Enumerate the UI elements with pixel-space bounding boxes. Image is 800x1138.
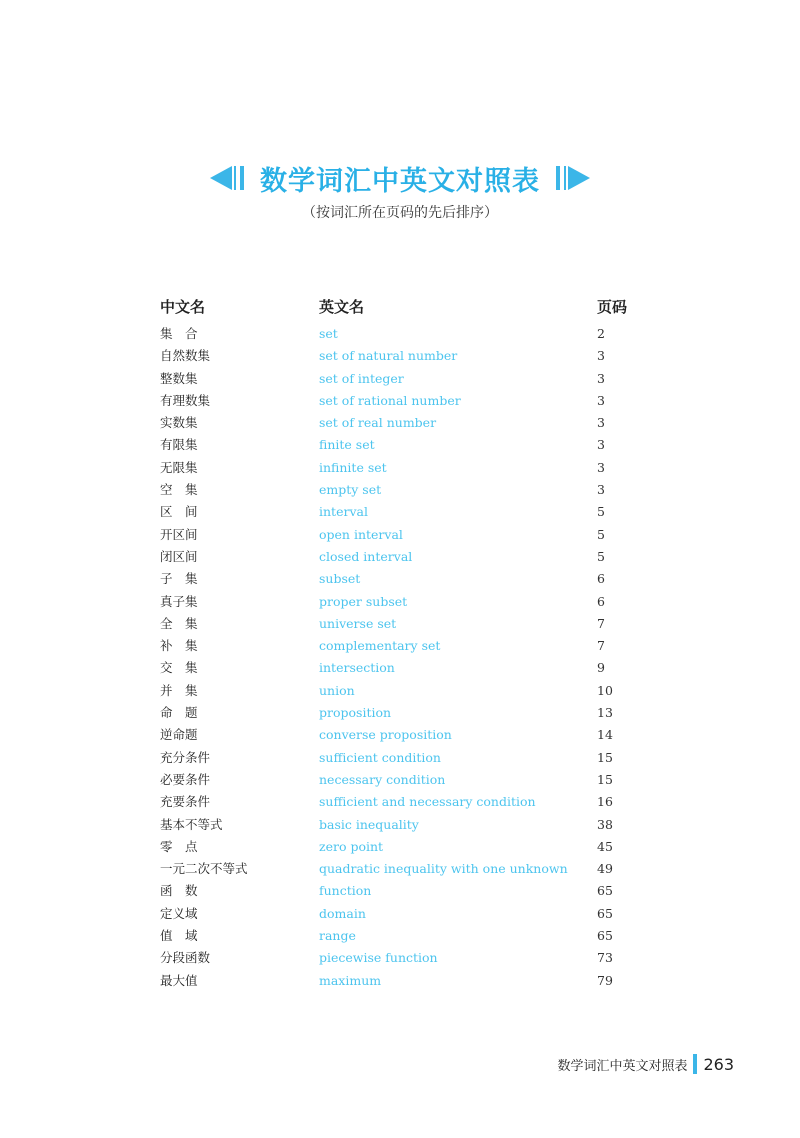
chinese-term: 闭区间 — [160, 548, 198, 564]
table-row — [0, 635, 800, 657]
page-ref: 5 — [597, 504, 605, 520]
english-term: quadratic inequality with one unknown — [319, 861, 568, 877]
footer-title: 数学词汇中英文对照表 — [557, 1058, 688, 1074]
chinese-term: 有限集 — [160, 437, 198, 453]
english-term: universe set — [319, 615, 397, 631]
chinese-term: 基本不等式 — [160, 816, 223, 832]
table-row — [0, 591, 800, 613]
page-ref: 7 — [597, 638, 605, 654]
english-term: interval — [319, 504, 368, 520]
english-term: set of integer — [319, 370, 404, 386]
english-term: maximum — [319, 972, 382, 988]
table-row — [0, 323, 800, 345]
english-term: infinite set — [319, 459, 387, 475]
table-row — [0, 970, 800, 992]
english-term: range — [319, 928, 356, 944]
table-row — [0, 947, 800, 969]
page-ref: 5 — [597, 526, 605, 542]
chinese-term: 实数集 — [160, 415, 198, 431]
header-chinese-name: 中文名 — [160, 298, 206, 316]
english-term: function — [319, 883, 372, 899]
chinese-term: 区 间 — [160, 504, 198, 520]
chinese-term: 一元二次不等式 — [160, 861, 248, 877]
table-row — [0, 836, 800, 858]
table-row — [0, 858, 800, 880]
chinese-term: 最大值 — [160, 972, 198, 988]
table-row — [0, 903, 800, 925]
table-row — [0, 680, 800, 702]
table-row — [0, 501, 800, 523]
table-row — [0, 434, 800, 456]
english-term: union — [319, 682, 355, 698]
english-term: set — [319, 326, 338, 341]
page-ref: 3 — [597, 370, 605, 386]
english-term: sufficient condition — [319, 749, 441, 765]
chinese-term: 集 合 — [160, 326, 198, 341]
chinese-term: 必要条件 — [160, 771, 211, 787]
table-row — [0, 568, 800, 590]
page-ref: 65 — [597, 905, 613, 921]
chinese-term: 函 数 — [160, 883, 198, 899]
table-row — [0, 769, 800, 791]
page-ref: 3 — [597, 415, 605, 431]
chinese-term: 真子集 — [160, 593, 198, 609]
page-ref: 65 — [597, 928, 613, 944]
page-ref: 38 — [597, 816, 613, 832]
page-ref: 13 — [597, 705, 613, 721]
page-ref: 15 — [597, 771, 613, 787]
english-term: set of real number — [319, 415, 437, 431]
chinese-term: 无限集 — [160, 459, 198, 475]
table-row — [0, 479, 800, 501]
page-ref: 5 — [597, 548, 605, 564]
table-row — [0, 524, 800, 546]
english-term: empty set — [319, 482, 382, 498]
table-row — [0, 390, 800, 412]
page-ref: 16 — [597, 794, 613, 810]
table-row — [0, 657, 800, 679]
english-term: basic inequality — [319, 816, 419, 832]
table-row — [0, 368, 800, 390]
table-row — [0, 814, 800, 836]
chinese-term: 开区间 — [160, 526, 198, 542]
chinese-term: 全 集 — [160, 615, 198, 631]
chinese-term: 子 集 — [160, 571, 198, 587]
english-term: zero point — [319, 838, 384, 854]
chinese-term: 补 集 — [160, 638, 198, 654]
page-number: 263 — [703, 1054, 734, 1074]
right-arrow-decoration-icon — [554, 166, 590, 190]
page-ref: 73 — [597, 950, 613, 966]
page-subtitle: （按词汇所在页码的先后排序） — [302, 205, 498, 221]
page-ref: 6 — [597, 571, 605, 587]
page-ref: 14 — [597, 727, 613, 743]
chinese-term: 交 集 — [160, 660, 198, 676]
table-row — [0, 412, 800, 434]
chinese-term: 逆命题 — [160, 727, 198, 743]
chinese-term: 定义域 — [160, 905, 198, 921]
table-row — [0, 457, 800, 479]
header-english-name: 英文名 — [319, 298, 365, 316]
page-title: 数学词汇中英文对照表 — [260, 165, 540, 197]
page-ref: 45 — [597, 838, 613, 854]
english-term: closed interval — [319, 548, 413, 564]
table-row — [0, 702, 800, 724]
footer-divider — [693, 1054, 697, 1074]
english-term: complementary set — [319, 638, 441, 654]
english-term: piecewise function — [319, 950, 438, 966]
english-term: domain — [319, 905, 366, 921]
table-row — [0, 613, 800, 635]
chinese-term: 分段函数 — [160, 950, 211, 966]
english-term: intersection — [319, 660, 395, 676]
page-ref: 65 — [597, 883, 613, 899]
page-ref: 10 — [597, 682, 613, 698]
english-term: converse proposition — [319, 727, 452, 743]
page-footer — [557, 1052, 734, 1076]
left-arrow-decoration-icon — [210, 166, 246, 190]
chinese-term: 并 集 — [160, 682, 198, 698]
page-ref: 7 — [597, 615, 605, 631]
title-banner — [0, 160, 800, 196]
english-term: open interval — [319, 526, 403, 542]
header-page: 页码 — [597, 298, 628, 316]
english-term: set of rational number — [319, 392, 461, 408]
page-ref: 2 — [597, 326, 605, 341]
vocabulary-table — [0, 323, 800, 992]
english-term: subset — [319, 571, 361, 587]
chinese-term: 充分条件 — [160, 749, 211, 765]
page-ref: 79 — [597, 972, 613, 988]
table-header — [0, 296, 800, 318]
table-row — [0, 724, 800, 746]
table-row — [0, 345, 800, 367]
page-ref: 3 — [597, 482, 605, 498]
chinese-term: 零 点 — [160, 838, 198, 854]
page-ref: 49 — [597, 861, 613, 877]
page-ref: 3 — [597, 437, 605, 453]
page-ref: 3 — [597, 348, 605, 364]
english-term: proper subset — [319, 593, 408, 609]
table-row — [0, 791, 800, 813]
chinese-term: 自然数集 — [160, 348, 211, 364]
english-term: sufficient and necessary condition — [319, 794, 536, 810]
page-ref: 15 — [597, 749, 613, 765]
chinese-term: 有理数集 — [160, 392, 211, 408]
table-row — [0, 925, 800, 947]
page-ref: 6 — [597, 593, 605, 609]
chinese-term: 空 集 — [160, 482, 198, 498]
chinese-term: 值 域 — [160, 928, 198, 944]
english-term: necessary condition — [319, 771, 446, 787]
page-ref: 3 — [597, 392, 605, 408]
english-term: finite set — [319, 437, 375, 453]
table-row — [0, 880, 800, 902]
page-ref: 3 — [597, 459, 605, 475]
english-term: set of natural number — [319, 348, 458, 364]
english-term: proposition — [319, 705, 392, 721]
chinese-term: 整数集 — [160, 370, 198, 386]
table-row — [0, 747, 800, 769]
page-ref: 9 — [597, 660, 605, 676]
chinese-term: 命 题 — [160, 705, 198, 721]
chinese-term: 充要条件 — [160, 794, 211, 810]
table-row — [0, 546, 800, 568]
